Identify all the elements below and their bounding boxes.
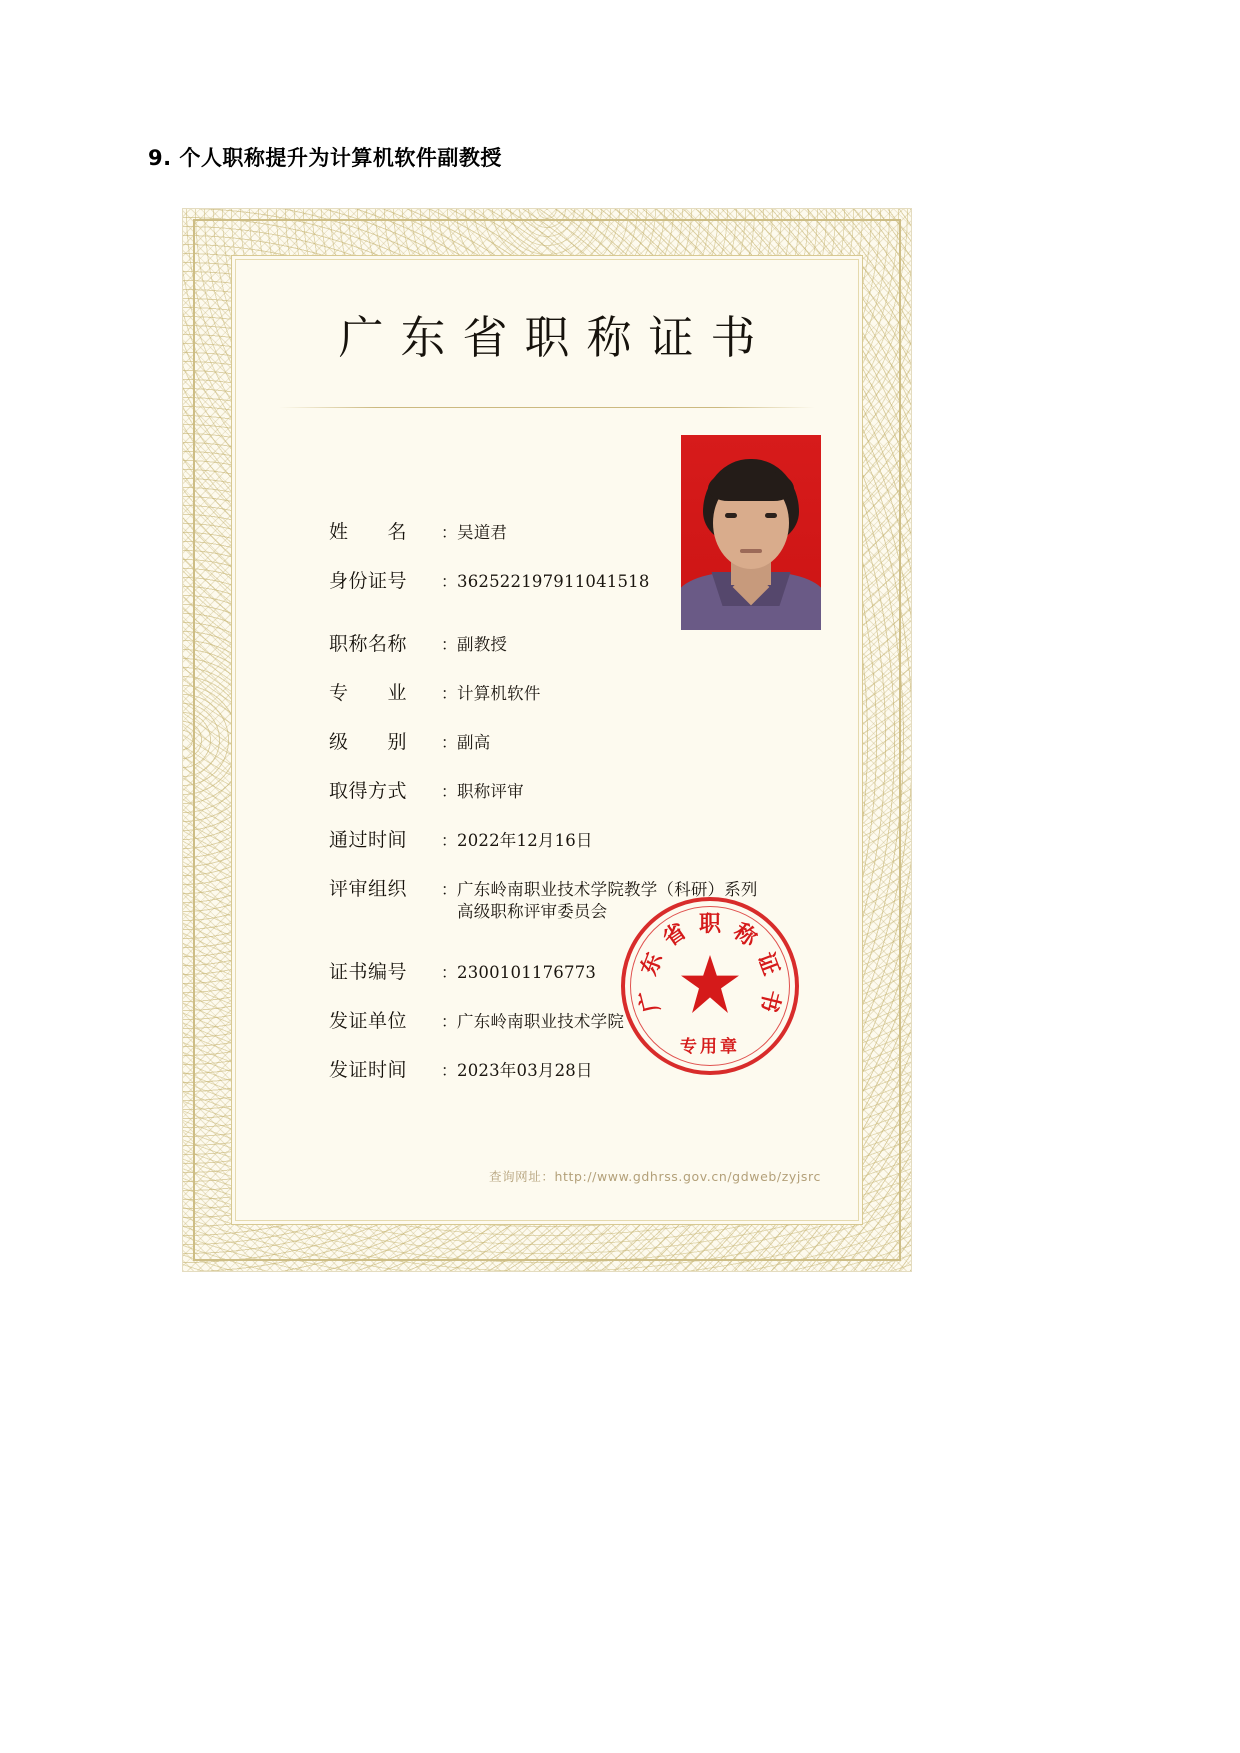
field-label-review-organization: 评审组织 bbox=[329, 878, 408, 900]
field-value-id-number: 362522197911041518 bbox=[457, 572, 650, 591]
seal-arc-char: 省 bbox=[658, 918, 692, 952]
official-seal bbox=[621, 897, 799, 1075]
seal-bottom-text: 专用章 bbox=[680, 1037, 740, 1057]
field-colon: ： bbox=[441, 525, 458, 542]
field-label-certificate-number: 证书编号 bbox=[329, 960, 408, 983]
field-row bbox=[329, 517, 759, 544]
field-colon: ： bbox=[441, 882, 458, 899]
field-value-name: 吴道君 bbox=[457, 523, 508, 542]
seal-arc-char: 书 bbox=[754, 987, 786, 1015]
field-colon: ： bbox=[441, 686, 458, 703]
field-label-name: 姓 名 bbox=[329, 521, 408, 543]
title-divider bbox=[279, 407, 815, 408]
field-value-issuing-unit: 广东岭南职业技术学院 bbox=[457, 1011, 625, 1031]
field-group-title-info bbox=[329, 629, 759, 923]
field-value-title-name: 副教授 bbox=[457, 635, 508, 654]
photo-eye-right bbox=[765, 513, 777, 518]
field-group-identity bbox=[329, 517, 759, 593]
field-value-pass-date: 2022年12月16日 bbox=[457, 831, 593, 850]
field-label-major: 专 业 bbox=[329, 682, 408, 704]
certificate-title: 广东省职称证书 bbox=[338, 311, 773, 364]
photo-fringe bbox=[708, 471, 794, 501]
seal-arc-char: 广 bbox=[634, 987, 666, 1015]
seal-arc-char: 证 bbox=[751, 949, 785, 980]
certificate-image bbox=[182, 208, 912, 1272]
field-colon: ： bbox=[441, 637, 458, 654]
field-value-major: 计算机软件 bbox=[457, 684, 541, 703]
field-label-title-name: 职称名称 bbox=[329, 633, 408, 655]
field-label-issue-date: 发证时间 bbox=[329, 1058, 408, 1081]
seal-arc-char: 称 bbox=[728, 918, 762, 952]
certificate-content bbox=[231, 255, 863, 1225]
query-url-text: 查询网址：http://www.gdhrss.gov.cn/gdweb/zyjsrc bbox=[488, 1169, 821, 1184]
field-label-level: 级 别 bbox=[329, 731, 408, 753]
field-colon: ： bbox=[441, 833, 458, 850]
field-row bbox=[329, 629, 759, 656]
field-row bbox=[329, 566, 759, 593]
field-value-review-organization: 广东岭南职业技术学院教学（科研）系列高级职称评审委员会 bbox=[457, 880, 758, 921]
field-value-issue-date: 2023年03月28日 bbox=[457, 1060, 593, 1080]
field-colon: ： bbox=[441, 574, 458, 591]
page-title: 9. 个人职称提升为计算机软件副教授 bbox=[148, 146, 502, 170]
field-row bbox=[329, 776, 759, 803]
field-value-certificate-number: 2300101176773 bbox=[457, 962, 597, 982]
field-label-pass-date: 通过时间 bbox=[329, 829, 408, 851]
field-label-id-number: 身份证号 bbox=[329, 570, 408, 592]
field-row bbox=[329, 825, 759, 852]
field-label-issuing-unit: 发证单位 bbox=[329, 1009, 408, 1032]
field-colon: ： bbox=[441, 735, 458, 752]
field-colon: ： bbox=[441, 784, 458, 801]
field-value-acquisition-method: 职称评审 bbox=[457, 782, 524, 801]
seal-arc-char: 职 bbox=[699, 911, 722, 937]
field-label-acquisition-method: 取得方式 bbox=[329, 780, 408, 802]
field-value-level: 副高 bbox=[457, 733, 491, 752]
field-row bbox=[329, 727, 759, 754]
seal-arc-char: 东 bbox=[635, 949, 669, 979]
field-colon: ： bbox=[441, 1013, 458, 1031]
field-colon: ： bbox=[441, 1062, 458, 1080]
field-row bbox=[329, 678, 759, 705]
field-colon: ： bbox=[441, 964, 458, 982]
